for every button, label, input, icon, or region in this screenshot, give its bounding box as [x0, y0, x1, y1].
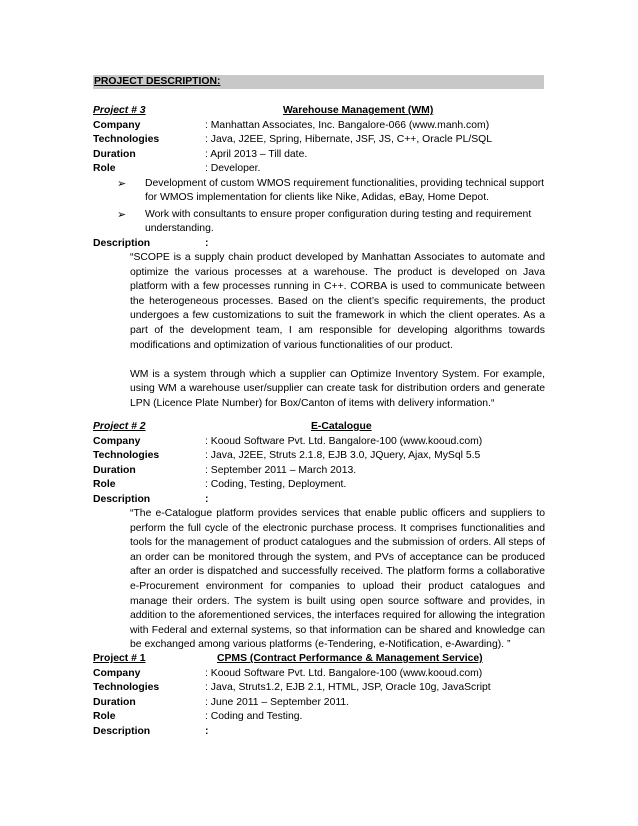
project-2	[93, 420, 545, 653]
duration-row	[93, 148, 545, 163]
company-value: : Kooud Software Pvt. Ltd. Bangalore-100 (www.kooud.com)	[205, 435, 483, 447]
description-colon: :	[205, 237, 209, 249]
company-value: : Kooud Software Pvt. Ltd. Bangalore-100 (www.kooud.com)	[205, 667, 483, 679]
project-header-row	[93, 104, 545, 119]
duration-label: Duration	[93, 148, 136, 160]
duration-row	[93, 696, 545, 711]
project-3	[93, 104, 545, 412]
description-row	[93, 493, 545, 508]
description-colon: :	[205, 493, 209, 505]
arrow-bullet-icon: ➢	[117, 208, 127, 221]
role-label: Role	[93, 479, 116, 490]
section-header: PROJECT DESCRIPTION:	[93, 75, 544, 89]
description-label: Description	[93, 493, 151, 505]
description-row	[93, 725, 545, 740]
company-label: Company	[93, 119, 141, 131]
role-label: Role	[93, 163, 116, 174]
project-header-row	[93, 420, 545, 435]
project-description	[130, 507, 545, 653]
company-row	[93, 667, 545, 682]
duration-label: Duration	[93, 696, 136, 708]
duration-value: : June 2011 – September 2011.	[205, 696, 350, 708]
description-paragraph: “The e-Catalogue platform provides services that enable public officers and suppliers to perform the full cycle of the electronic purchase process. It comprises functionalities and tools for the management of product catalogues and the submission of orders. All steps of an order can be monitored through the system, and PVs of acceptance can be produced after an order is dispatched and successfully received. The platform forms a collaborative e-Procurement environment for companies to upload their product catalogues and manage their orders. The system is built using open source software and provides, in addition to the aforementioned services, the interfaces required for allowing the integration with Federal and external systems, so that information can be shared and knowledge can be exchanged among various platforms (e-Tendering, e-Notification, e-Awarding). ”	[130, 508, 545, 651]
responsibilities-list	[117, 177, 545, 237]
responsibility-text: Work with consultants to ensure proper configuration during testing and requirement understanding.	[145, 208, 532, 234]
duration-value: : September 2011 – March 2013.	[205, 464, 357, 476]
list-item	[117, 208, 545, 237]
project-number: Project # 2	[93, 421, 146, 432]
description-label: Description	[93, 725, 151, 737]
technologies-value: : Java, J2EE, Spring, Hibernate, JSF, JS, C++, Oracle PL/SQL	[205, 134, 493, 145]
technologies-label: Technologies	[93, 682, 160, 693]
description-colon: :	[205, 725, 209, 737]
description-paragraph: “SCOPE is a supply chain product developed by Manhattan Associates to automate and optimize the various processes at a warehouse. The product is developed on Java platform with a few processes running in C++. CORBA is used to communicate between the heterogeneous processes. Based on the client’s specific requirements, the product undergoes a few customizations to suit the framework in which the client operates. As a part of the development team, I am responsible for developing algorithms towards modifications and optimization of various functionalities of our product.	[130, 252, 545, 351]
list-item	[117, 177, 545, 206]
role-value: : Coding, Testing, Deployment.	[205, 479, 347, 490]
duration-label: Duration	[93, 464, 136, 476]
technologies-value: : Java, Struts1.2, EJB 2.1, HTML, JSP, Oracle 10g, JavaScript	[205, 682, 491, 693]
project-header-row	[93, 652, 545, 667]
company-row	[93, 119, 545, 134]
project-title: CPMS (Contract Performance & Management Service)	[217, 653, 483, 664]
project-number: Project # 3	[93, 105, 146, 116]
company-label: Company	[93, 667, 141, 679]
role-value: : Coding and Testing.	[205, 711, 303, 722]
project-1	[93, 652, 545, 739]
technologies-row	[93, 449, 545, 464]
project-description	[130, 251, 545, 412]
description-row	[93, 237, 545, 252]
role-row	[93, 710, 545, 725]
technologies-label: Technologies	[93, 134, 160, 145]
responsibility-text: Development of custom WMOS requirement functionalities, providing technical support for WMOS implementation for clients like Nike, Adidas, eBay, Home Depot.	[145, 177, 545, 203]
duration-row	[93, 464, 545, 479]
project-title: Warehouse Management (WM)	[283, 105, 434, 116]
description-label: Description	[93, 237, 151, 249]
role-label: Role	[93, 711, 116, 722]
company-label: Company	[93, 435, 141, 447]
description-paragraph: WM is a system through which a supplier can Optimize Inventory System. For example, using WM a warehouse user/supplier can create task for distribution orders and generate LPN (Licence Plate Number) for Box/Canton of items with delivery information.“	[130, 368, 545, 409]
arrow-bullet-icon: ➢	[117, 177, 127, 190]
technologies-row	[93, 681, 545, 696]
role-row	[93, 478, 545, 493]
company-row	[93, 435, 545, 450]
technologies-label: Technologies	[93, 450, 160, 461]
duration-value: : April 2013 – Till date.	[205, 148, 308, 160]
company-value: : Manhattan Associates, Inc. Bangalore-066 (www.manh.com)	[205, 119, 490, 131]
technologies-value: : Java, J2EE, Struts 2.1.8, EJB 3.0, JQuery, Ajax, MySql 5.5	[205, 450, 481, 461]
role-row	[93, 162, 545, 177]
project-title: E-Catalogue	[311, 421, 372, 432]
role-value: : Developer.	[205, 163, 261, 174]
project-number: Project # 1	[93, 653, 146, 664]
technologies-row	[93, 133, 545, 148]
